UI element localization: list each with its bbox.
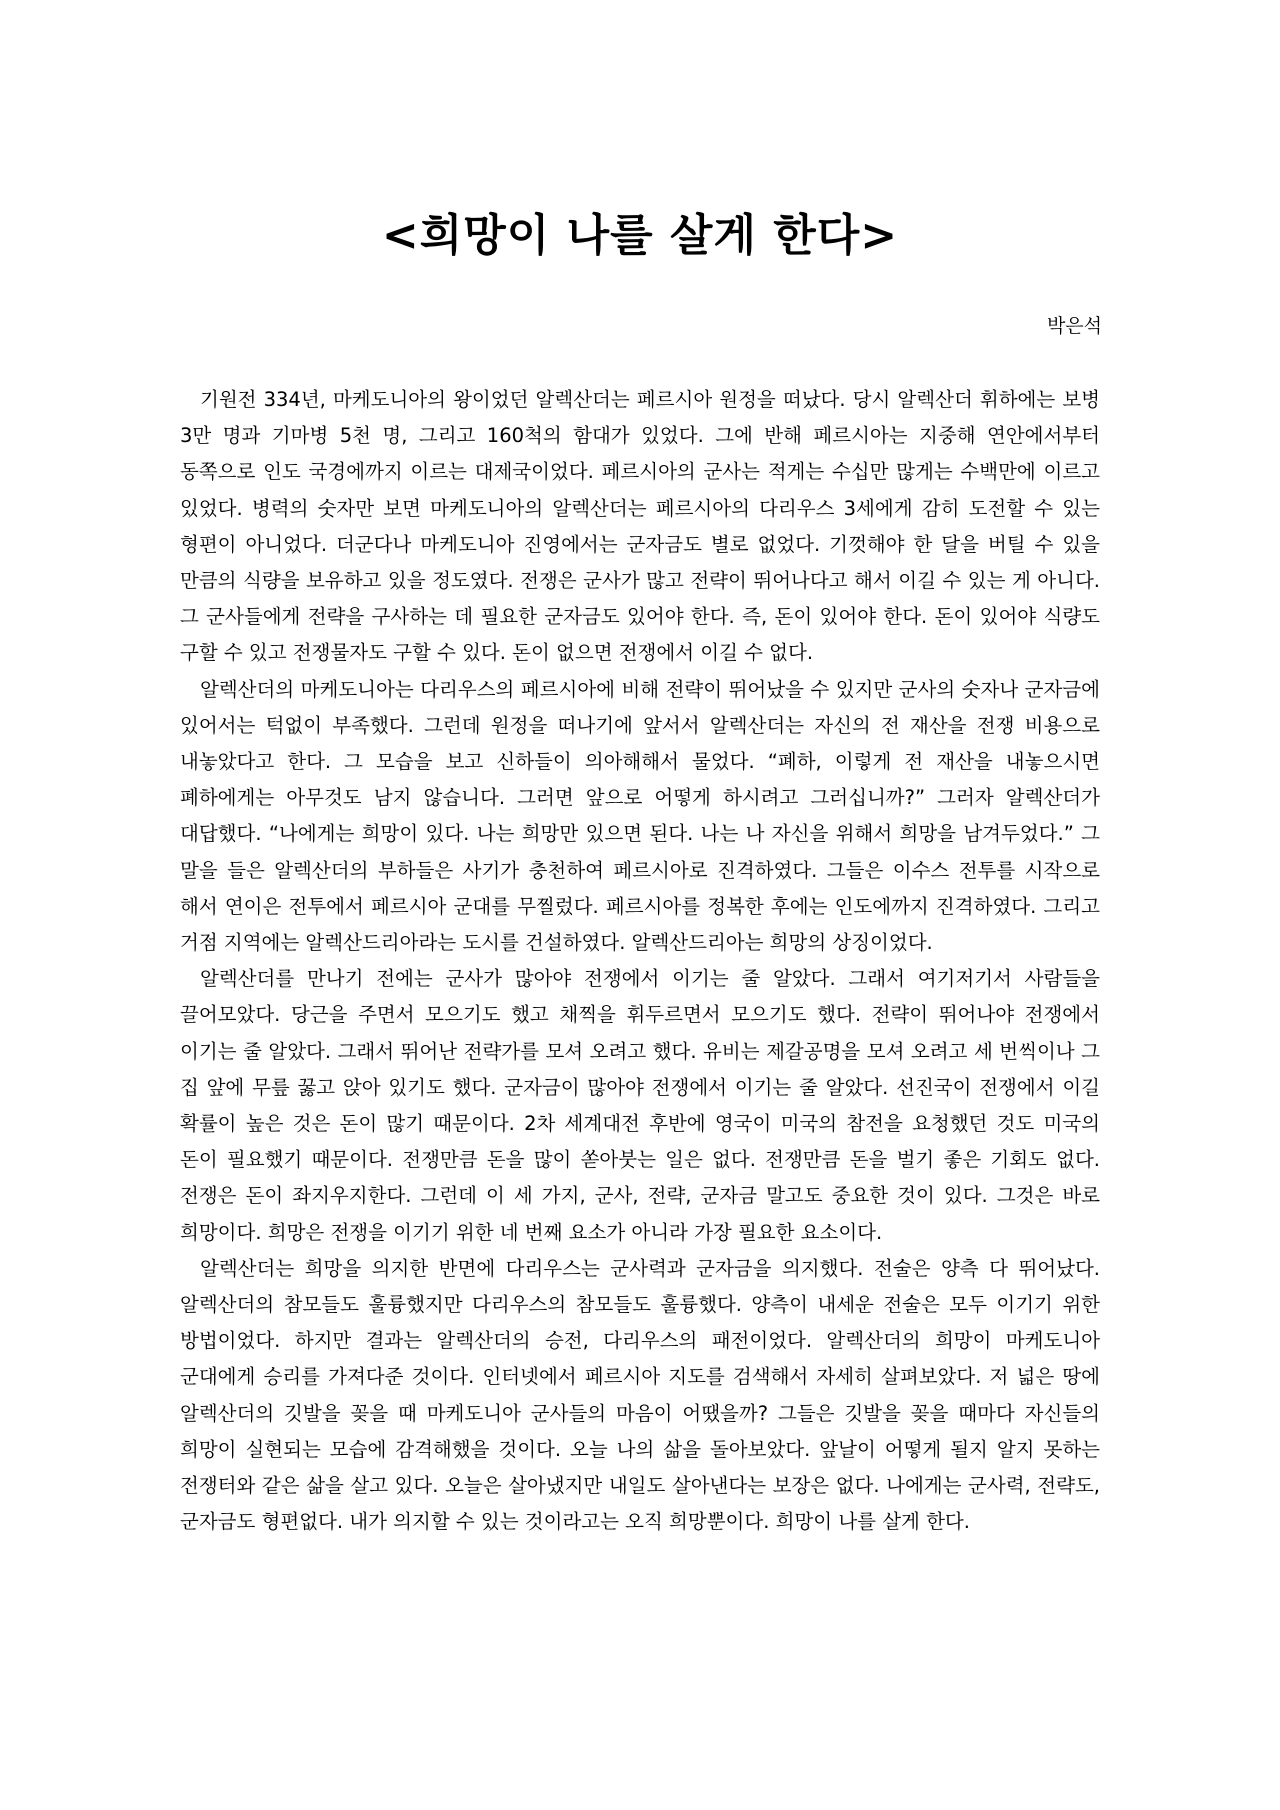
paragraph-2: 알렉산더의 마케도니아는 다리우스의 페르시아에 비해 전략이 뛰어났을 수 있지만 군사의 숫자나 군자금에 있어서는 턱없이 부족했다. 그런데 원정을 떠나기에 앞서서 알렉산더는 자신의 전 재산을 전쟁 비용으로 내놓았다고 한다. 그 모습을 보고 신하들이 의아해해서 물었다. “폐하, 이렇게 전 재산을 내놓으시면 폐하에게는 아무것도 남지 않습니다. 그러면 앞으로 어떻게 하시려고 그러십니까?” 그러자 알렉산더가 대답했다. “나에게는 희망이 있다. 나는 희망만 있으면 된다. 나는 나 자신을 위해서 희망을 남겨두었다.” 그 말을 들은 알렉산더의 부하들은 사기가 충천하여 페르시아로 진격하였다. 그들은 이수스 전투를 시작으로 해서 연이은 전투에서 페르시아 군대를 무찔렀다. 페르시아를 정복한 후에는 인도에까지 진격하였다. 그리고 거점 지역에는 알렉산드리아라는 도시를 건설하였다. 알렉산드리아는 희망의 상징이었다. — [180, 677, 1100, 955]
paragraph-4: 알렉산더는 희망을 의지한 반면에 다리우스는 군사력과 군자금을 의지했다. 전술은 양측 다 뛰어났다. 알렉산더의 참모들도 훌륭했지만 다리우스의 참모들도 훌륭했다. 양측이 내세운 전술은 모두 이기기 위한 방법이었다. 하지만 결과는 알렉산더의 승전, 다리우스의 패전이었다. 알렉산더의 희망이 마케도니아 군대에게 승리를 가져다준 것이다. 인터넷에서 페르시아 지도를 검색해서 자세히 살펴보았다. 저 넓은 땅에 알렉산더의 깃발을 꽂을 때 마케도니아 군사들의 마음이 어땠을까? 그들은 깃발을 꽂을 때마다 자신들의 희망이 실현되는 모습에 감격해했을 것이다. 오늘 나의 삶을 돌아보았다. 앞날이 어떻게 될지 알지 못하는 전쟁터와 같은 삶을 살고 있다. 오늘은 살아냈지만 내일도 살아낸다는 보장은 없다. 나에게는 군사력, 전략도, 군자금도 형편없다. 내가 의지할 수 있는 것이라고는 오직 희망뿐이다. 희망이 나를 살게 한다. — [180, 1256, 1100, 1534]
document-body — [180, 382, 1100, 1541]
paragraph-1: 기원전 334년, 마케도니아의 왕이었던 알렉산더는 페르시아 원정을 떠났다. 당시 알렉산더 휘하에는 보병 3만 명과 기마병 5천 명, 그리고 160척의 함대가 있었다. 그에 반해 페르시아는 지중해 연안에서부터 동쪽으로 인도 국경에까지 이르는 대제국이었다. 페르시아의 군사는 적게는 수십만 많게는 수백만에 이르고 있었다. 병력의 숫자만 보면 마케도니아의 알렉산더는 페르시아의 다리우스 3세에게 감히 도전할 수 있는 형편이 아니었다. 더군다나 마케도니아 진영에서는 군자금도 별로 없었다. 기껏해야 한 달을 버틸 수 있을 만큼의 식량을 보유하고 있을 정도였다. 전쟁은 군사가 많고 전략이 뛰어나다고 해서 이길 수 있는 게 아니다. 그 군사들에게 전략을 구사하는 데 필요한 군자금도 있어야 한다. 즉, 돈이 있어야 한다. 돈이 있어야 식량도 구할 수 있고 전쟁물자도 구할 수 있다. 돈이 없으면 전쟁에서 이길 수 없다. — [180, 388, 1100, 665]
paragraph-3: 알렉산더를 만나기 전에는 군사가 많아야 전쟁에서 이기는 줄 알았다. 그래서 여기저기서 사람들을 끌어모았다. 당근을 주면서 모으기도 했고 채찍을 휘두르면서 모으기도 했다. 전략이 뛰어나야 전쟁에서 이기는 줄 알았다. 그래서 뛰어난 전략가를 모셔 오려고 했다. 유비는 제갈공명을 모셔 오려고 세 번씩이나 그 집 앞에 무릎 꿇고 앉아 있기도 했다. 군자금이 많아야 전쟁에서 이기는 줄 알았다. 선진국이 전쟁에서 이길 확률이 높은 것은 돈이 많기 때문이다. 2차 세계대전 후반에 영국이 미국의 참전을 요청했던 것도 미국의 돈이 필요했기 때문이다. 전쟁만큼 돈을 많이 쏟아붓는 일은 없다. 전쟁만큼 돈을 벌기 좋은 기회도 없다. 전쟁은 돈이 좌지우지한다. 그런데 이 세 가지, 군사, 전략, 군자금 말고도 중요한 것이 있다. 그것은 바로 희망이다. 희망은 전쟁을 이기기 위한 네 번째 요소가 아니라 가장 필요한 요소이다. — [180, 967, 1100, 1244]
document-title: <희망이 나를 살게 한다> — [381, 210, 899, 261]
author-name: 박은석 — [1046, 315, 1102, 337]
